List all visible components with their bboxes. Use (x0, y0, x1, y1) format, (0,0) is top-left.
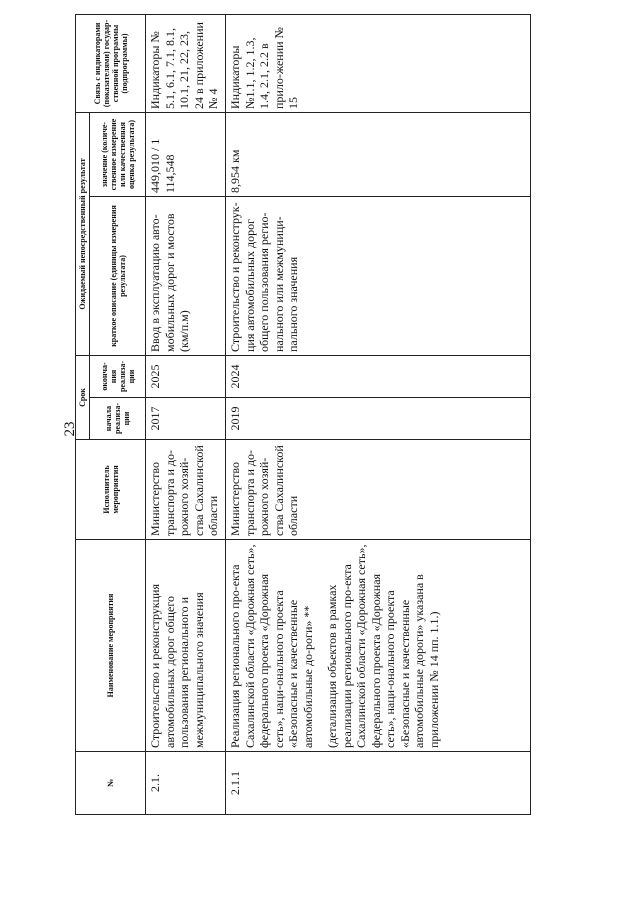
row-start: 2019 (226, 398, 531, 440)
header-link: Связь с индикаторами (показателями) государ-ственной программы (подпрограммы) (76, 15, 146, 113)
header-executor: Исполнитель мероприятия (76, 440, 146, 540)
row-name: Строительство и реконструкция автомобильных дорог общего пользования регионального и межмуниципального значения (146, 540, 226, 752)
row-end: 2025 (146, 356, 226, 398)
row-num: 2.1. (146, 752, 226, 815)
row-executor: Министерство транспорта и до-рожного хозяй-ства Сахалинской области (226, 440, 531, 540)
rotated-table-region (75, 0, 545, 905)
header-result-desc: краткое описание (единицы измерения результата) (90, 197, 146, 356)
row-name-note: (детализация объектов в рамках реализации регионального про-екта Сахалинской области «Дорожная сеть», федерального проекта «Дорожная сеть», наци-онального проекта «Безопасные и качественные автомобильные дороги» указана в приложении № 14 пп. 1.1.) (325, 544, 441, 748)
table-row (226, 15, 531, 815)
table-row (146, 15, 226, 815)
page-number: 23 (62, 421, 78, 437)
header-num: № (76, 752, 146, 815)
row-num: 2.1.1 (226, 752, 531, 815)
row-end: 2024 (226, 356, 531, 398)
row-result-desc: Ввод в эксплуатацию авто-мобильных дорог и мостов (км/п.м) (146, 197, 226, 356)
row-result-desc: Строительство и реконструк-ция автомобильных дорог общего пользования регио-нального или межмуници-пального значения (226, 197, 531, 356)
header-result: Ожидаемый непосредственный результат (76, 113, 90, 356)
header-name: Наименование мероприятия (76, 540, 146, 752)
row-link: Индикаторы № 5.1, 6.1, 7.1, 8.1, 10.1, 21, 22, 23, 24 в приложении № 4 (146, 15, 226, 113)
header-term: Срок (76, 356, 90, 440)
header-term-start: начала реализа-ции (90, 398, 146, 440)
header-term-end: оконча-ния реализа-ции (90, 356, 146, 398)
row-start: 2017 (146, 398, 226, 440)
row-link: Индикаторы №1.1, 1.2, 1.3, 1.4, 2.1, 2.2 в прило-жении № 15 (226, 15, 531, 113)
header-result-value: значение (количе-ственное измерение или качественная оценка результата) (90, 113, 146, 197)
row-name: Реализация регионального про-екта Сахалинской области «Дорожная сеть», федерального проекта «Дорожная сеть», наци-онального проекта «Безопасные и качественные автомобильные до-роги» ** (228, 544, 315, 748)
row-executor: Министерство транспорта и до-рожного хозяй-ства Сахалинской области (146, 440, 226, 540)
row-result-value: 8,954 км (226, 113, 531, 197)
row-name-cell (226, 540, 531, 752)
row-result-value: 449,010 / 1 114,548 (146, 113, 226, 197)
measures-table (75, 14, 531, 815)
